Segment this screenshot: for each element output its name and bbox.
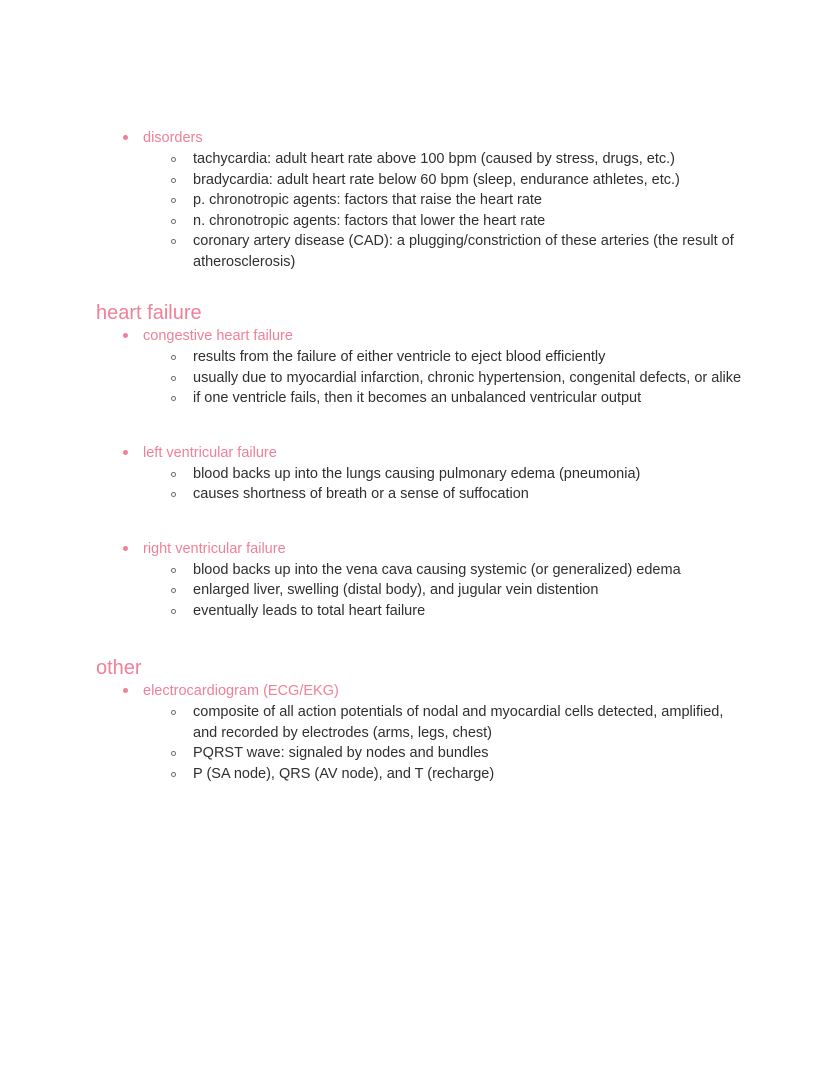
list-item-text: if one ventricle fails, then it becomes an unbalanced ventricular output	[193, 390, 642, 406]
group-label: disorders	[143, 130, 203, 146]
list-item-text: blood backs up into the lungs causing pulmonary edema (pneumonia)	[193, 465, 641, 482]
spacer	[96, 505, 746, 539]
circle-bullet-icon	[171, 376, 176, 381]
list-item-text: coronary artery disease (CAD): a plugging/constriction of these arteries (the result of atherosclerosis)	[193, 233, 734, 270]
list-item	[143, 149, 746, 170]
bullet-list-level-2	[143, 560, 746, 622]
section-heart-failure	[96, 300, 746, 621]
group-label: congestive heart failure	[143, 328, 293, 344]
list-item	[96, 681, 746, 784]
circle-bullet-icon	[171, 568, 176, 573]
list-item	[143, 560, 746, 581]
list-item-text: PQRST wave: signaled by nodes and bundles	[193, 745, 489, 761]
list-item-text: blood backs up into the vena cava causing systemic (or generalized) edema	[193, 561, 681, 578]
list-item-text: tachycardia: adult heart rate above 100 bpm (caused by stress, drugs, etc.)	[193, 151, 675, 167]
list-item-text: p. chronotropic agents: factors that raise the heart rate	[193, 192, 542, 208]
circle-bullet-icon	[171, 751, 176, 756]
bullet-dot-icon	[123, 450, 128, 455]
list-item	[143, 347, 746, 368]
circle-bullet-icon	[171, 588, 176, 593]
list-item-text: usually due to myocardial infarction, chronic hypertension, congenital defects, or alike	[193, 369, 742, 386]
bullet-list-level-2	[143, 347, 746, 409]
circle-bullet-icon	[171, 772, 176, 777]
list-item	[143, 702, 746, 743]
list-item-text: P (SA node), QRS (AV node), and T (recharge)	[193, 765, 495, 782]
circle-bullet-icon	[171, 472, 176, 477]
list-item	[96, 443, 746, 505]
circle-bullet-icon	[171, 609, 176, 614]
list-item-text: bradycardia: adult heart rate below 60 bpm (sleep, endurance athletes, etc.)	[193, 171, 680, 188]
circle-bullet-icon	[171, 198, 176, 203]
bullet-dot-icon	[123, 333, 128, 338]
circle-bullet-icon	[171, 219, 176, 224]
list-item	[143, 601, 746, 622]
circle-bullet-icon	[171, 178, 176, 183]
circle-bullet-icon	[171, 396, 176, 401]
bullet-list-level-1	[96, 443, 746, 505]
circle-bullet-icon	[171, 492, 176, 497]
circle-bullet-icon	[171, 157, 176, 162]
list-item	[143, 190, 746, 211]
bullet-list-level-1	[96, 539, 746, 622]
list-item	[143, 743, 746, 764]
spacer	[96, 621, 746, 655]
list-item	[143, 464, 746, 485]
list-item	[96, 128, 746, 272]
list-item-text: eventually leads to total heart failure	[193, 602, 426, 619]
list-item	[143, 484, 746, 505]
list-item	[143, 170, 746, 191]
list-item	[143, 368, 746, 389]
group-label: left ventricular failure	[143, 444, 277, 461]
circle-bullet-icon	[171, 710, 176, 715]
bullet-list-level-2	[143, 149, 746, 272]
list-item-text: results from the failure of either ventricle to eject blood efficiently	[193, 349, 606, 365]
section-other	[96, 655, 746, 784]
list-item	[143, 231, 746, 272]
bullet-list-level-2	[143, 702, 746, 784]
list-item-text: enlarged liver, swelling (distal body), and jugular vein distention	[193, 582, 599, 598]
list-item	[143, 211, 746, 232]
group-label: right ventricular failure	[143, 540, 286, 557]
bullet-list-level-1	[96, 326, 746, 409]
circle-bullet-icon	[171, 239, 176, 244]
bullet-dot-icon	[123, 546, 128, 551]
bullet-list-level-1	[96, 681, 746, 784]
list-item	[96, 539, 746, 622]
document-content	[96, 128, 746, 784]
bullet-list-level-1	[96, 128, 746, 272]
circle-bullet-icon	[171, 355, 176, 360]
bullet-list-level-2	[143, 464, 746, 505]
section-heading: other	[96, 657, 142, 679]
list-item	[96, 326, 746, 409]
list-item	[143, 580, 746, 601]
list-item-text: n. chronotropic agents: factors that lower the heart rate	[193, 212, 546, 229]
list-item-text: composite of all action potentials of nodal and myocardial cells detected, amplified, and recorded by electrodes (arms, legs, chest)	[193, 704, 724, 741]
bullet-dot-icon	[123, 135, 128, 140]
spacer	[96, 409, 746, 443]
list-item	[143, 764, 746, 785]
group-label: electrocardiogram (ECG/EKG)	[143, 683, 339, 699]
section-disorders	[96, 128, 746, 272]
spacer	[96, 272, 746, 300]
list-item	[143, 388, 746, 409]
section-heading: heart failure	[96, 302, 202, 324]
bullet-dot-icon	[123, 688, 128, 693]
list-item-text: causes shortness of breath or a sense of suffocation	[193, 486, 529, 502]
